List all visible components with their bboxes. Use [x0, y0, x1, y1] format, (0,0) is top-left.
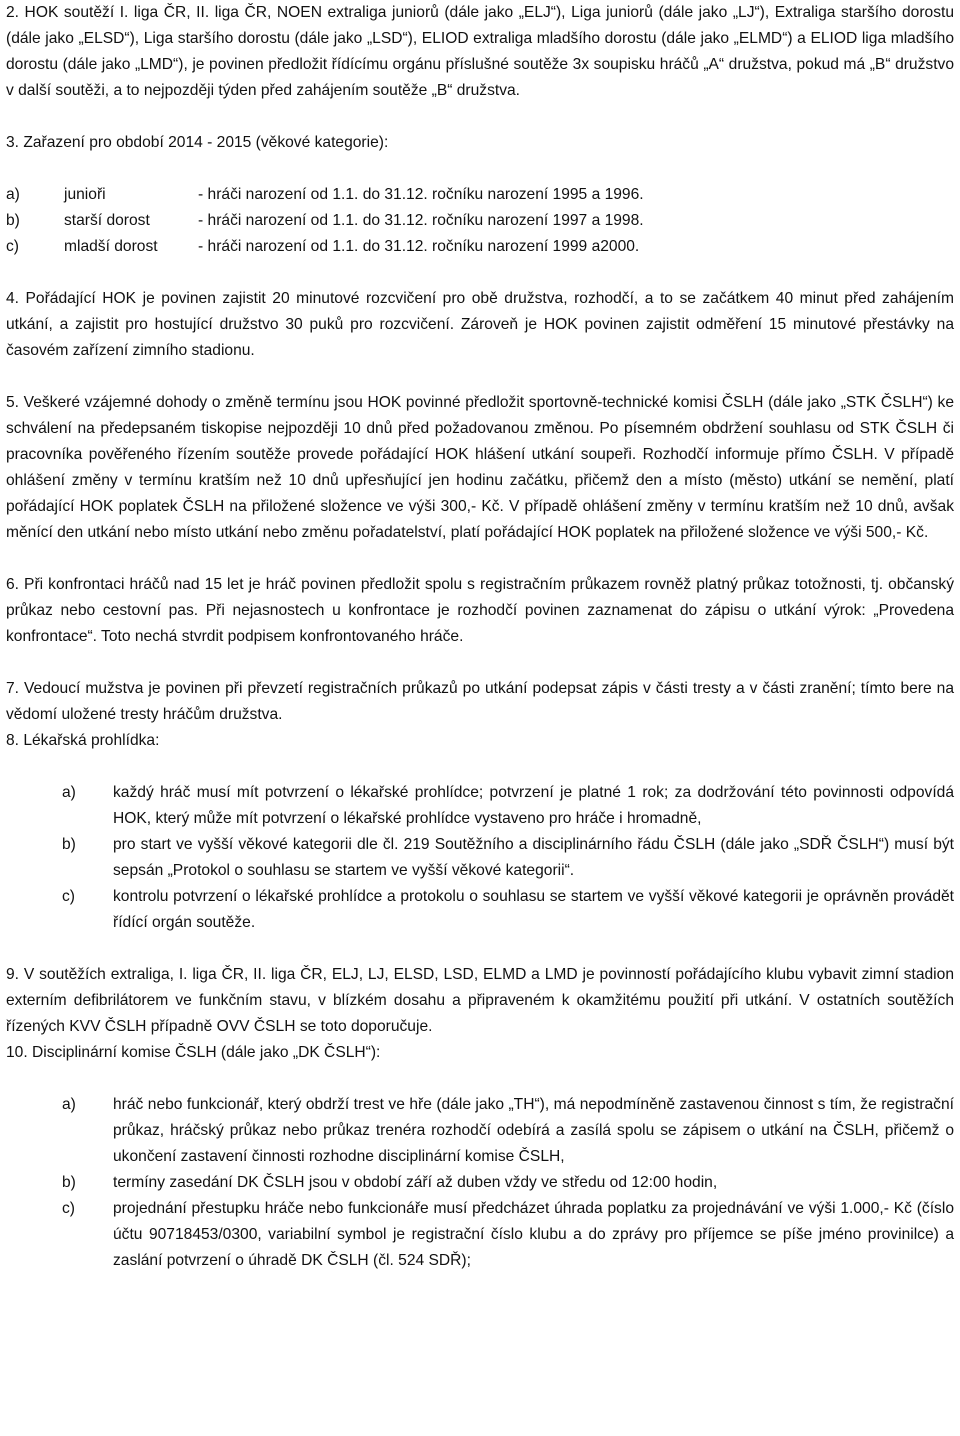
paragraph-9: 9. V soutěžích extraliga, I. liga ČR, II. liga ČR, ELJ, LJ, ELSD, LSD, ELMD a LMD je povinností pořádajícího klubu vybavit zimní stadion externím defibrilátorem ve funkčním stavu, v blízkém dosahu a připraveném k okamžitému použití při utkání. V ostatních soutěžích řízených KVV ČSLH případně OVV ČSLH se toto doporučuje. [6, 966, 954, 1035]
paragraph-7: 7. Vedoucí mužstva je povinen při převzetí registračních průkazů po utkání podepsat zápis v části tresty a v části zranění; tímto bere na vědomí uložené tresty hráčům družstva. [6, 680, 954, 723]
item-label: c) [62, 888, 75, 905]
document-page [6, 0, 954, 1274]
category-name: junioři [64, 186, 106, 203]
item-text: pro start ve vyšší věkové kategorii dle čl. 219 Soutěžního a disciplinárního řádu ČSLH (dále jako „SDŘ ČSLH“) musí být sepsán „Protokol o souhlasu se startem ve vyšší věkové kategorii“. [113, 836, 954, 879]
section-8-heading: 8. Lékařská prohlídka: [6, 732, 160, 749]
item-text: termíny zasedání DK ČSLH jsou v období září až duben vždy ve středu od 12:00 hodin, [113, 1174, 718, 1191]
list-item [6, 832, 954, 884]
item-text: každý hráč musí mít potvrzení o lékařské prohlídce; potvrzení je platné 1 rok; za dodržování této povinnosti odpovídá HOK, který může mít potvrzení o lékařské prohlídce vystaveno pro hráče i hromadně, [113, 784, 954, 827]
item-text: kontrolu potvrzení o lékařské prohlídce a protokolu o souhlasu se startem ve vyšší věkové kategorii je oprávněn provádět řídící orgán soutěže. [113, 888, 954, 931]
category-name: mladší dorost [64, 238, 158, 255]
item-label: b) [6, 212, 20, 229]
item-text: projednání přestupku hráče nebo funkcionáře musí předcházet úhrada poplatku za projednávání ve výši 1.000,- Kč (číslo účtu 90718453/0300, variabilní symbol je registrační číslo klubu a do zprávy pro příjemce se píše jméno provinilce) a zaslání potvrzení o úhradě DK ČSLH (čl. 524 SDŘ); [113, 1200, 954, 1269]
age-category-list [6, 182, 954, 260]
item-label: c) [62, 1200, 75, 1217]
category-description: - hráči narození od 1.1. do 31.12. ročníku narození 1999 a2000. [198, 238, 640, 255]
section-10-heading: 10. Disciplinární komise ČSLH (dále jako „DK ČSLH“): [6, 1044, 381, 1061]
category-name: starší dorost [64, 212, 150, 229]
item-label: a) [6, 186, 20, 203]
medical-check-list [6, 780, 954, 936]
list-item [6, 884, 954, 936]
list-item [6, 1196, 954, 1274]
item-label: b) [62, 836, 76, 853]
list-item [6, 1092, 954, 1170]
paragraph-5: 5. Veškeré vzájemné dohody o změně termínu jsou HOK povinné předložit sportovně-technické komisi ČSLH (dále jako „STK ČSLH“) ke schválení na předepsaném tiskopise nejpozději 10 dnů před požadovanou změnou. Po písemném obdržení souhlasu od STK ČSLH či pracovníka pověřeného řízením soutěže provede pořádající HOK hlášení utkání soupeři. Rozhodčí informuje přímo ČSLH. V případě ohlášení změny v termínu kratším než 10 dnů upřesňující jen hodinu začátku, přičemž den a místo (město) utkání se nemění, platí pořádající HOK poplatek ČSLH na přiložené složence ve výši 300,- Kč. V případě ohlášení změny v termínu kratším než 10 dnů, avšak měnící den utkání nebo místo utkání nebo změnu pořadatelství, platí pořádající HOK poplatek na přiložené složence ve výši 500,- Kč. [6, 394, 954, 541]
category-description: - hráči narození od 1.1. do 31.12. ročníku narození 1997 a 1998. [198, 212, 644, 229]
age-category-item [6, 234, 954, 260]
paragraph-4: 4. Pořádající HOK je povinen zajistit 20 minutové rozcvičení pro obě družstva, rozhodčí, a to se začátkem 40 minut před zahájením utkání, a zajistit pro hostující družstvo 30 puků pro rozcvičení. Zároveň je HOK povinen zajistit odměření 15 minutové přestávky na časovém zařízení zimního stadionu. [6, 290, 954, 359]
list-item [6, 780, 954, 832]
item-label: a) [62, 784, 76, 801]
disciplinary-list [6, 1092, 954, 1274]
list-item [6, 1170, 954, 1196]
age-category-item [6, 208, 954, 234]
item-label: c) [6, 238, 19, 255]
item-text: hráč nebo funkcionář, který obdrží trest ve hře (dále jako „TH“), má nepodmíněně zastavenou činnost s tím, že registrační průkaz, hráčský průkaz nebo průkaz trenéra rozhodčí odebírá a zasílá spolu se zápisem o utkání na ČSLH, přičemž o ukončení zastavení činnosti rozhodne disciplinární komise ČSLH, [113, 1096, 954, 1165]
category-description: - hráči narození od 1.1. do 31.12. ročníku narození 1995 a 1996. [198, 186, 644, 203]
paragraph-6: 6. Při konfrontaci hráčů nad 15 let je hráč povinen předložit spolu s registračním průkazem rovněž platný průkaz totožnosti, tj. občanský průkaz nebo cestovní pas. Při nejasnostech u konfrontace je rozhodčí povinen zaznamenat do zápisu o utkání výrok: „Provedena konfrontace“. Toto nechá stvrdit podpisem konfrontovaného hráče. [6, 576, 954, 645]
item-label: b) [62, 1174, 76, 1191]
section-3-heading: 3. Zařazení pro období 2014 - 2015 (věkové kategorie): [6, 134, 389, 151]
item-label: a) [62, 1096, 76, 1113]
paragraph-2: 2. HOK soutěží I. liga ČR, II. liga ČR, NOEN extraliga juniorů (dále jako „ELJ“), Liga juniorů (dále jako „LJ“), Extraliga staršího dorostu (dále jako „ELSD“), Liga staršího dorostu (dále jako „LSD“), ELIOD extraliga mladšího dorostu (dále jako „ELMD“) a ELIOD liga mladšího dorostu (dále jako „LMD“), je povinen předložit řídícímu orgánu příslušné soutěže 3x soupisku hráčů „A“ družstva, pokud má „B“ družstvo v další soutěži, a to nejpozději týden před zahájením soutěže „B“ družstva. [6, 4, 954, 99]
age-category-item [6, 182, 954, 208]
